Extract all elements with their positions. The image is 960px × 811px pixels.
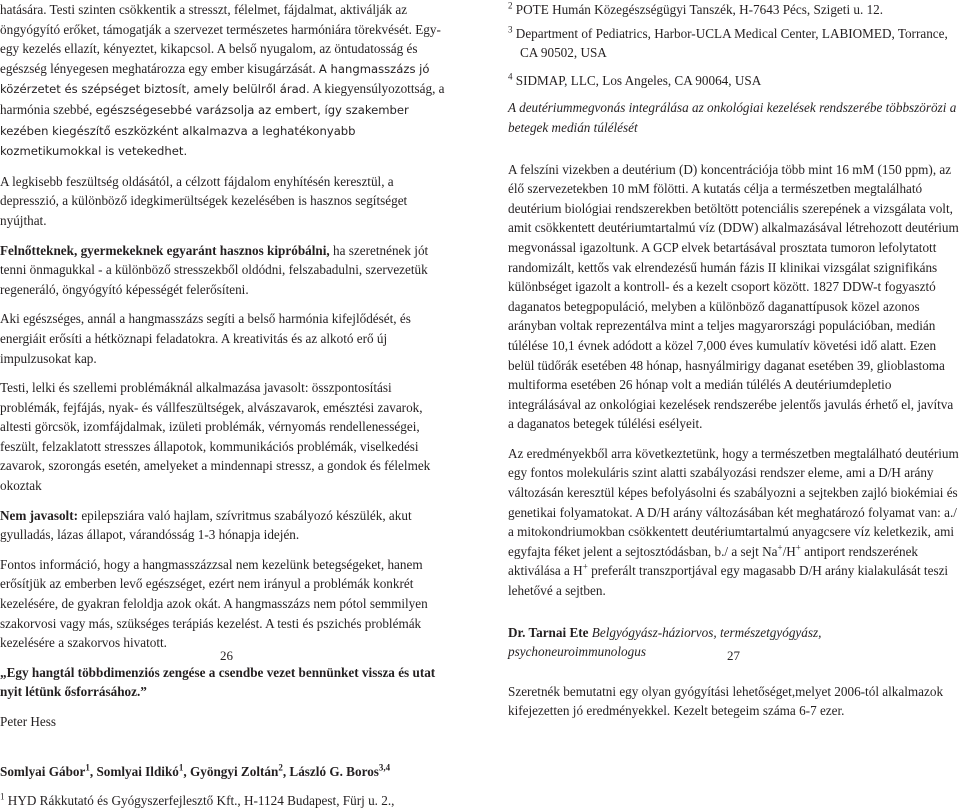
paragraph-important-info: Fontos információ, hogy a hangmasszázzsal nem kezelünk betegségeket, hanem erősítjük az emberben levő egészséget, ezért nem irányul a problémák konkrét kezelésére, de gyakran feloldja azok okát. A hangmasszázs nem pótol semmilyen szakorvosi vagy más, szükséges terápiás kezelést. A testi és pszichés problémák kezelésére a szakorvos hivatott.	[0, 556, 428, 651]
affiliation-3: $^3$ Department of Pediatrics, Harbor-UCLA Medical Center, LABIOMED, Torrance, CA 90502, USA	[508, 24, 948, 61]
right-column	[508, 0, 960, 721]
quote: „Egy hangtál többdimenziós zengése a csendbe vezet bennünket vissza és utat nyit létünk ősforrásához.”	[0, 664, 436, 700]
paragraph-contraindications: Nem javasolt: epilepsziára való hajlam, szívritmus szabályozó készülék, akut gyulladás, lázas állapot, várandósság 1-3 hónapja idején.	[0, 507, 412, 543]
affiliation-1: $^1$ HYD Rákkutató és Gyógyszerfejlesztő Kft., H-1124 Budapest, Fürj u. 2.,	[0, 791, 395, 809]
paragraph-indications: Testi, lelki és szellemi problémáknál alkalmazása javasolt: összpontosítási problémák, fejfájás, nyak- és vállfeszültségek, alvászavarok, emésztési zavarok, altesti görcsök, izomfájdalmak, izületi problémák, vérnyomás rendellenességei, feszült, felzaklatott stresszes állapotok, kommunikációs problémák, viselkedési zavarok, szorongás esetén, amelyeket a mindennapi stressz, a gondok és félelmek okoztak	[0, 380, 431, 494]
page-number-left: 26	[220, 648, 233, 663]
affiliation-2: $^2$ POTE Humán Közegészségügyi Tanszék, H-7643 Pécs, Szigeti u. 12.	[508, 0, 884, 17]
paragraph-abstract: A felszíni vizekben a deutérium (D) koncentrációja több mint 16 mM (150 ppm), az élő szervezetekben 10 mM fölötti. A kutatás célja a természetben megtalálható deutérium biológiai rendszerekben betöltött potenciális szerepének a vizsgálata volt, amit csökkentett deutériumtartalmú víz (DDW) alkalmazásával létrehozott deutérium megvonással igazoltunk. A GCP elvek betartásával prosztata tumoron lefolytatott randomizált, kettős vak elrendezésű humán fázis II klinikai vizsgálat szignifikáns különbséget igazolt a kontroll- és a kezelt csoport között. 1827 DDW-t fogyasztó daganatos betegpopuláció, melyben a különböző daganattípusok közel azonos arányban voltak reprezentálva mint a teljes magyarországi populációban, medián túlélése 10,1 évnek adódott a közel 7,000 éves kumulatív követési idő alatt. Ezen belül tüdőrák esetében 48 hónap, hasnyálmirigy daganat esetében 39, glioblastoma multiforma esetében 26 hónap volt a medián túlélés A deutériumdepletio integrálásával az onkológiai kezelések rendszerébe jelentős javulás érhető el, javítva a daganatos betegek túlélési esélyeit.	[508, 161, 959, 432]
paragraph-closing: Szeretnék bemutatni egy olyan gyógyítási lehetőséget,melyet 2006-tól alkalmazok kifejezetten jó eredményekkel. Kezelt betegeim száma 6-7 ezer.	[508, 683, 944, 719]
page-number-right: 27	[727, 648, 740, 663]
paragraph-relief: A legkisebb feszültség oldásától, a célzott fájdalom enyhítésén keresztül, a depresszió, a különböző idegkimerültségek kezelésében is hasznos segítséget nyújthat.	[0, 173, 408, 228]
paragraph-adults: Felnőtteknek, gyermekeknek egyaránt hasznos kipróbálni, ha szeretnének jót tenni önmagukkal - a különböző stresszekből oldódni, felszabadulni, szervezetük regeneráló, öngyógyító képességét felerősíteni.	[0, 242, 429, 297]
affiliation-4: $^4$ SIDMAP, LLC, Los Angeles, CA 90064, USA	[508, 71, 762, 88]
authors-line: Somlyai Gábor$^1$, Somlyai Ildikó$^1$, Gyöngyi Zoltán$^2$, László G. Boros$^{3,4}$	[0, 762, 391, 779]
left-column	[0, 0, 452, 811]
signature-line: Dr. Tarnai Ete Belgyógyász-háziorvos, természetgyógyász, psychoneuroimmunologus	[508, 624, 822, 660]
article-title: A deutériummegvonás integrálása az onkológiai kezelések rendszerébe többszörözi a betegek medián túlélését	[508, 100, 957, 135]
quote-author: Peter Hess	[0, 714, 57, 729]
paragraph-conclusions: Az eredményekből arra következtetünk, hogy a természetben megtalálható deutérium egy fontos molekuláris szint alatti szabályozási rendszer eleme, ami a D/H arány változásán keresztül képes befolyásolni és szabályozni a sejtekben zajló biokémiai és genetikai folyamatokat. A D/H arány változásában két meghatározó folyamat van: a./ a mitokondriumokban csökkentett deutériumtartalmú anyagcsere víz keletkezik, ami egyfajta féket jelent a sejtosztódásban, b./ a sejt Na+/H+ antiport rendszerének aktiválása a H+ preferált transzportjával egy magasabb D/H arány kialakulását teszi lehetővé a sejtben.	[508, 445, 959, 599]
paragraph-healthy: Aki egészséges, annál a hangmasszázs segíti a belső harmónia kifejlődését, és energiáit erősíti a hétköznapi feladatokra. A kreativitás és az alkotó erő új impulzusokat kap.	[0, 311, 411, 366]
paragraph-intro: hatására. Testi szinten csökkentik a stresszt, félelmet, fájdalmat, aktiválják az öngyógyító erőket, támogatják a szervezet természetes harmóniára törekvését. Egy-egy kezelés ellazít, kényeztet, kikapcsol. A belső nyugalom, az öntudatosság és egészség lényegesen meghatározza egy ember kisugárzását. A hangmasszázs jó közérzetet és szépséget biztosít, amely belülről árad. A kiegyensúlyozottság, a harmónia szebbé, egészségesebbé varázsolja az embert, így szakember kezében kiegészítő eszközként alkalmazva a leghatékonyabb kozmetikumokkal is vetekedhet.	[0, 2, 445, 159]
